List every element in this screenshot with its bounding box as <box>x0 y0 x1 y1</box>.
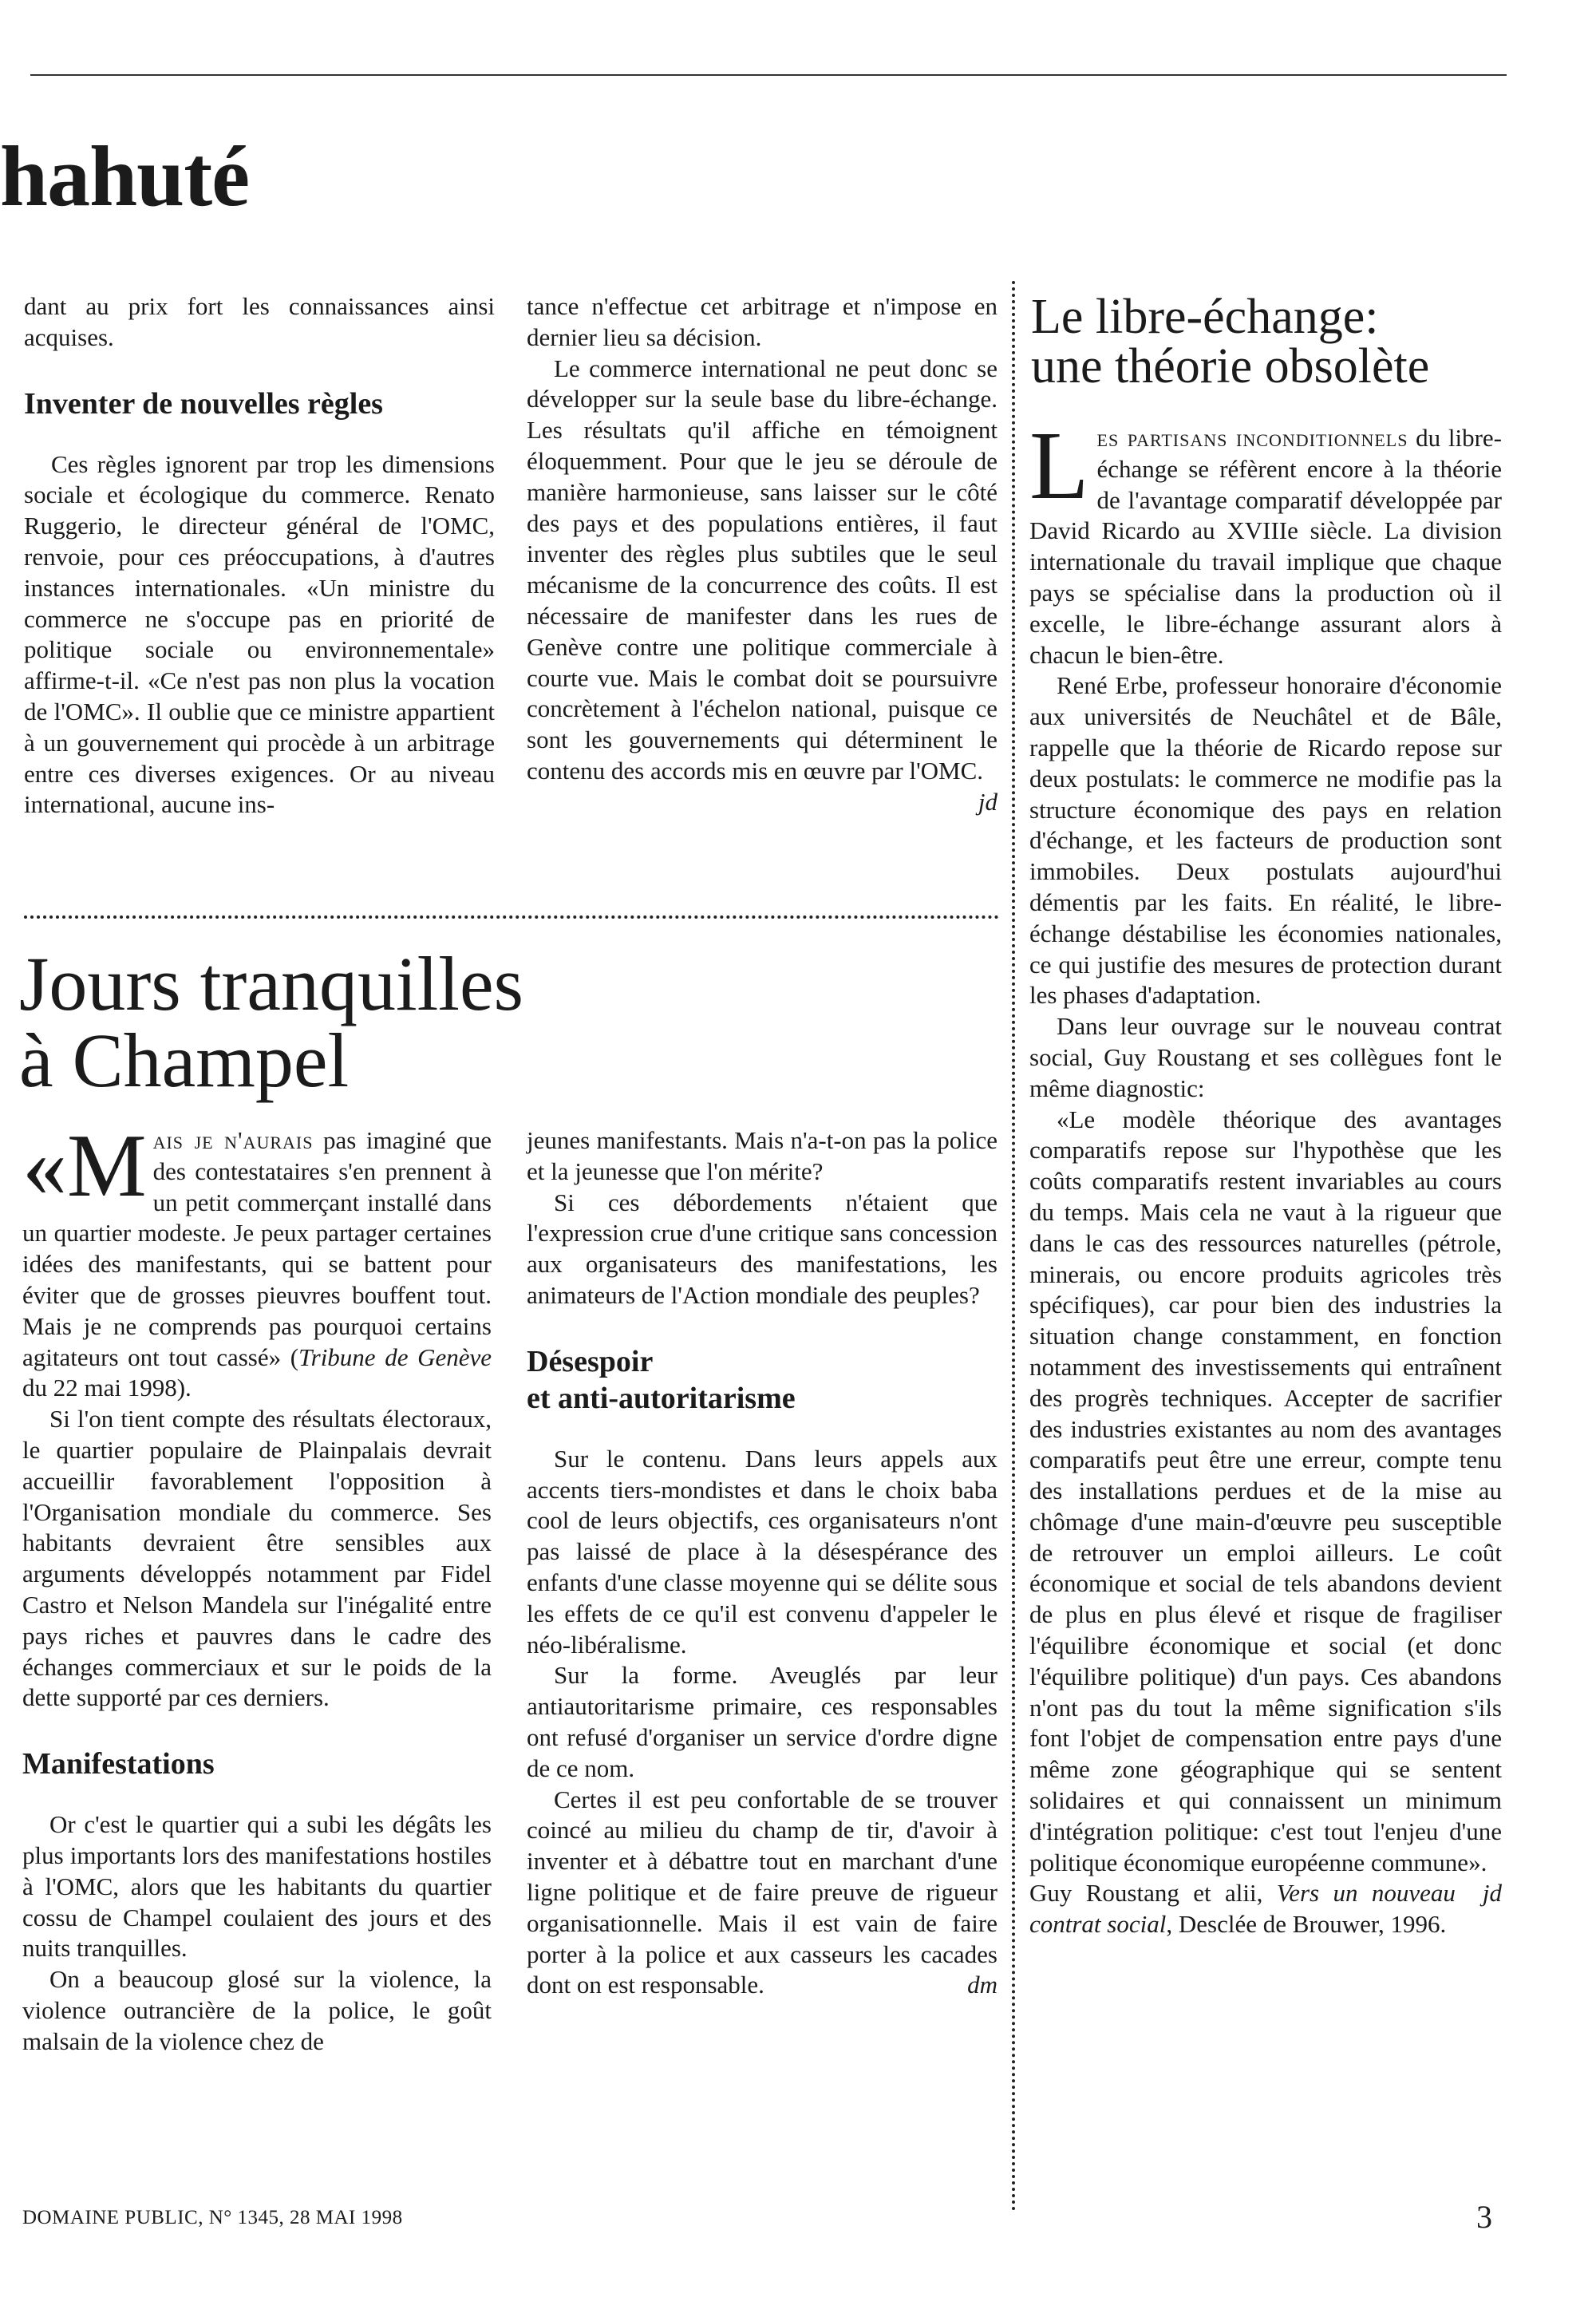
bib-publisher: , Desclée de Brouwer, 1996. <box>1166 1910 1447 1939</box>
subheading-line: Désespoir <box>527 1344 654 1378</box>
paragraph: dant au prix fort les connaissances ainsi acquises. <box>24 292 495 351</box>
paragraph <box>527 354 998 816</box>
lead-smallcaps: ais je n'aurais <box>152 1126 314 1154</box>
author-signature: dm <box>967 1971 998 1999</box>
paragraph: jeunes manifestants. Mais n'a-t-on pas la police et la jeunesse que l'on mérite? <box>527 1126 998 1185</box>
paragraph: Dans leur ouvrage sur le nouveau contrat social, Guy Roustang et ses collègues font le même diagnostic: <box>1029 1012 1502 1102</box>
subheading: Manifestations <box>22 1747 215 1781</box>
lead-text: du libre-échange se réfèrent encore à la théorie de l'avantage comparatif développée par David Ricardo au XVIIIe siècle. La division internationale du travail implique que chaque pays se spécialise dans la production où il excelle, le libre-échange assurant alors à chacun le bien-être. <box>1029 424 1502 669</box>
footer-publication: DOMAINE PUBLIC, N° 1345, 28 MAI 1998 <box>22 2207 403 2228</box>
title-line: une théorie obsolète <box>1031 339 1430 393</box>
article-title-libre <box>1031 292 1429 391</box>
paragraph: Ces règles ignorent par trop les dimensions sociale et écologique du commerce. Renato Ruggerio, le directeur général de l'OMC, renvoie, pour ces préoccupations, à d'autres instances internationales. «Un ministre du commerce ne s'occupe pas en priorité de politique sociale ou environnementale» affirme-t-il. «Ce n'est pas non plus la vocation de l'OMC». Il oublie que ce ministre appartient à un gouvernement qui procède à un arbitrage entre ces diverses exigences. Or au niveau international, aucune ins- <box>24 449 495 819</box>
subheading-line: et anti-autoritarisme <box>527 1381 796 1415</box>
author-signature: jd <box>1482 1879 1502 1908</box>
section-kicker: hahuté <box>0 129 250 224</box>
subheading <box>527 1343 998 1417</box>
bib-title: Vers un nouveau contrat social <box>1029 1879 1456 1939</box>
subheading: Inventer de nouvelles règles <box>24 386 383 421</box>
lead-smallcaps: es partisans inconditionnels <box>1096 424 1408 452</box>
jours-column-right <box>527 1125 998 2001</box>
paragraph: Si l'on tient compte des résultats électoraux, le quartier populaire de Plainpalais devrait accueillir favorablement l'opposition à l'Organisation mondiale du commerce. Ses habitants devraient être sensibles aux arguments développés notamment par Fidel Castro et Nelson Mandela sur l'inégalité entre pays riches et pauvres dans le cadre des échanges commerciaux et sur le poids de la dette supporté par ces derniers. <box>22 1405 492 1712</box>
paragraph-text: Certes il est peu confortable de se trouver coincé au milieu du champ de tir, d'avoir à inventer et à débattre tout en marchant d'une ligne politique et de faire preuve de rigueur organisationnelle. Mais il est vain de faire porter à la police et aux casseurs les cacades dont on est responsable. <box>527 1785 998 1999</box>
article-title-jours <box>19 941 523 1103</box>
top-mid-column <box>527 291 998 818</box>
paragraph: Sur la forme. Aveuglés par leur antiautoritarisme primaire, ces responsables ont refusé d'organiser un service d'ordre digne de ce nom. <box>527 1661 998 1782</box>
dotted-separator-vertical <box>1012 281 1015 2212</box>
drop-cap: L <box>1029 412 1089 520</box>
paragraph-lead <box>1029 412 1502 670</box>
paragraph-lead <box>22 1117 492 1404</box>
top-rule <box>30 74 1507 76</box>
title-line: à Champel <box>19 1018 350 1103</box>
author-signature: jd <box>978 787 998 816</box>
libre-column <box>1029 412 1502 1940</box>
bib-authors: Guy Roustang et alii, <box>1029 1879 1277 1908</box>
paragraph: tance n'effectue cet arbitrage et n'impose en dernier lieu sa décision. <box>527 292 998 351</box>
paragraph: On a beaucoup glosé sur la violence, la violence outrancière de la police, le goût malsain de la violence chez de <box>22 1965 492 2055</box>
bibliography <box>1029 1878 1502 1940</box>
paragraph-text: «Le modèle théorique des avantages comparatifs repose sur l'hypothèse que les coûts comparatifs restent invariables au cours du temps. Mais cela ne vaut à la rigueur que dans le cas des ressources naturelles (pétrole, minerais, ou encore produits agricoles très spécifiques), car pour bien des industries la situation change constamment, en fonction notamment des investissements qui entraînent des progrès techniques. Accepter de sacrifier des industries existantes au nom des avantages comparatifs peut être une erreur, compte tenu des installations perdues et de la mise au chômage d'une main-d'œuvre peu susceptible de retrouver un emploi ailleurs. Le coût économique et social de tels abandons devient de plus en plus élevé et risque de fragiliser l'équilibre économique et social (et donc l'équilibre politique) d'un pays. Ces abandons n'ont pas du tout la même signification s'ils font l'objet de compensation entre pays d'une même zone géographique qui se sentent solidaires et qui connaissent un minimum d'intégration politique: c'est tout l'enjeu d'une politique économique européenne commune». <box>1029 1105 1502 1876</box>
drop-cap <box>22 1117 147 1216</box>
title-line: Le libre-échange: <box>1031 290 1379 344</box>
page-number: 3 <box>1476 2199 1492 2235</box>
dotted-separator-horizontal <box>24 915 999 919</box>
paragraph: Or c'est le quartier qui a subi les dégâts les plus importants lors des manifestations hostiles à l'OMC, alors que les habitants du quartier cossu de Champel coulaient des jours et des nuits tranquilles. <box>22 1810 492 1963</box>
drop-cap-letter: M <box>67 1117 147 1216</box>
title-line: Jours tranquilles <box>19 941 523 1026</box>
paragraph-text: Le commerce international ne peut donc se développer sur la seule base du libre-échange. Les résultats qu'il affiche en témoignent éloquemment. Pour que le jeu se déroule de manière harmonieuse, sans laisser sur le côté des pays et des populations entières, il faut inventer des règles plus subtiles que le seul mécanisme de la concurrence des coûts. Il est nécessaire de manifester dans les rues de Genève contre une politique commerciale à courte vue. Mais le combat doit se poursuivre concrètement à l'échelon national, puisque ce sont les gouvernements qui déterminent le contenu des accords mis en œuvre par l'OMC. <box>527 354 998 785</box>
top-left-column <box>24 291 495 820</box>
lead-text: pas imaginé que des contestataires s'en prennent à un petit commerçant installé dans un quartier modeste. Je peux partager certaines idées des manifestants, qui se battent pour éviter que de grosses pieuvres bouffent tout. Mais je ne comprends pas pourquoi certains agitateurs ont tout cassé» ( <box>22 1126 492 1371</box>
paragraph: René Erbe, professeur honoraire d'économie aux universités de Neuchâtel et de Bâle, rappelle que la théorie de Ricardo repose sur deux postulats: le commerce ne modifie pas la structure économique des pays en relation d'échange, et les facteurs de production sont immobiles. Deux postulats aujourd'hui démentis par les faits. En réalité, le libre-échange déstabilise les économies nationales, ce qui justifie des mesures de protection durant les phases d'adaptation. <box>1029 671 1502 1010</box>
paragraph: Sur le contenu. Dans leurs appels aux accents tiers-mondistes et dans le choix baba cool de leurs objectifs, ces organisateurs n'ont pas laissé de place à la désespérance des enfants d'une classe moyenne qui se délite sous les effets de ce qu'il est convenu d'appeler le néo-libéralisme. <box>527 1444 998 1659</box>
lead-text-end: du 22 mai 1998). <box>22 1374 192 1402</box>
drop-cap-quote: « <box>22 1117 67 1216</box>
source-title: Tribune de Genève <box>298 1342 492 1371</box>
paragraph <box>527 1785 998 2002</box>
jours-column-left <box>22 1117 492 2058</box>
paragraph: Si ces débordements n'étaient que l'expression crue d'une critique sans concession aux organisateurs des manifestations, les animateurs de l'Action mondiale des peuples? <box>527 1188 998 1309</box>
